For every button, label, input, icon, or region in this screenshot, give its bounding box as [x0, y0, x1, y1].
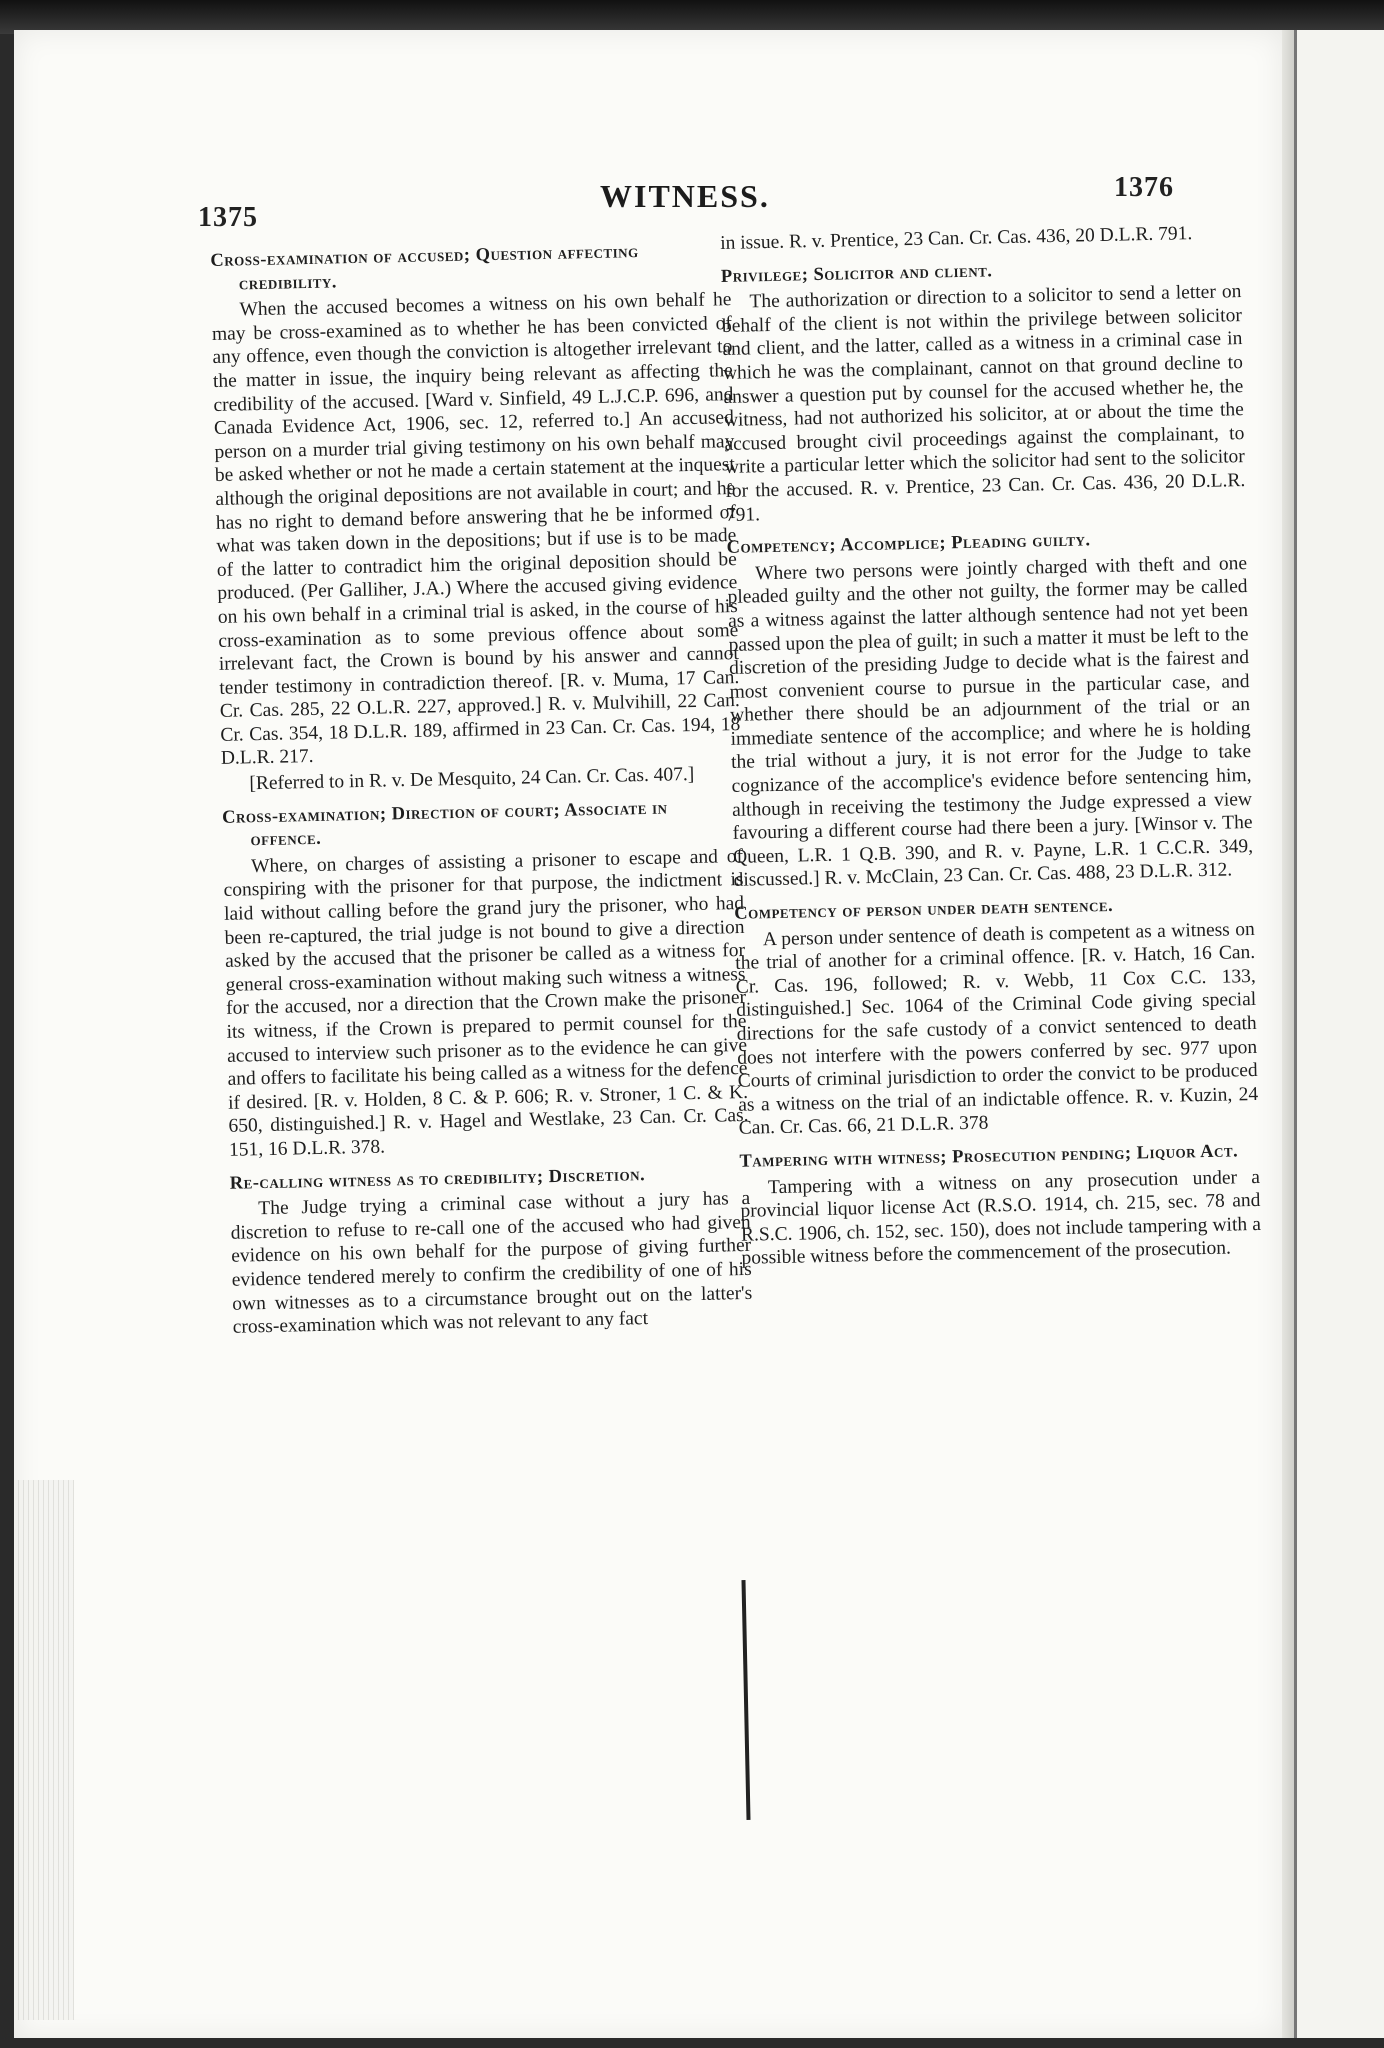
section: [230, 1161, 753, 1339]
section: [222, 796, 749, 1163]
section-paragraph: The Judge trying a criminal case without a jury has a discretion to refuse to re-call one of the accused who had given evidence on his own behalf for the purpose of giving further evidence tendered merely to confirm the credibility of one of his own witnesses as to a circumstance brought out on the latter's cross-examination which was not relevant to any fact: [230, 1188, 753, 1338]
section-heading: Tampering with witness; Prosecution pending; Liquor Act.: [739, 1141, 1239, 1172]
section: [721, 255, 1246, 527]
section-paragraph: When the accused becomes a witness on his own behalf he may be cross-examined as to whether he has been convicted of any offence, even though the conviction is altogether irrelevant to the matter in issue, the inquiry being relevant as affecting the credibility of the accused. [Ward v. Sinfield, 49 L.J.C.P. 696, and Canada Evidence Act, 1906, sec. 12, referred to.] An accused person on a murder trial giving testimony on his own behalf may be asked whether or not he made a certain statement at the inquest although the original depositions are not available in court; and he has no right to demand before answering that he be informed of what was taken down in the depositions; but if use is to be made of the latter to contradict him the original deposition should be produced. (Per Galliher, J.A.) Where the accused giving evidence on his own behalf in a criminal trial is asked, in the course of his cross-examination as to some previous offence about some irrelevant fact, the Crown is bound by his answer and cannot tender testimony in contradiction thereof. [R. v. Muma, 17 Can. Cr. Cas. 285, 22 O.L.R. 227, approved.] R. v. Mulvihill, 22 Can. Cr. Cas. 354, 18 D.L.R. 189, affirmed in 23 Can. Cr. Cas. 194, 18 D.L.R. 217.: [211, 289, 741, 770]
page-edge-right: [1282, 30, 1294, 2038]
page-number-left: 1375: [198, 202, 258, 233]
section-heading: Competency; Accomplice; Pleading guilty.: [726, 530, 1091, 559]
section: [734, 892, 1259, 1141]
right-column: [720, 221, 1262, 1271]
section: [726, 526, 1253, 893]
facing-page: [1294, 30, 1384, 2038]
section-paragraph: Tampering with a witness on any prosecution under a provincial liquor license Act (R.S.O. 1914, ch. 215, sec. 78 and R.S.C. 1906, ch. 152, sec. 150), does not include tampering with a possible witness before the commencement of the prosecution.: [740, 1166, 1262, 1270]
section-heading: Re-calling witness as to credibility; Discretion.: [229, 1164, 646, 1194]
section-reference: [Referred to in R. v. De Mesquito, 24 Can. Cr. Cas. 407.]: [249, 764, 695, 795]
section-paragraph: The authorization or direction to a solicitor to send a letter on behalf of the client is not within the privilege between solicitor and client, and the latter, called as a witness in a criminal case in which he was the complainant, cannot on that ground decline to answer a question put by counsel for the accused whether he, the witness, had not authorized his solicitor, at or about the time the accused brought civil proceedings against the complainant, to write a particular letter which the solicitor had sent to the solicitor for the accused. R. v. Prentice, 23 Can. Cr. Cas. 436, 20 D.L.R. 791.: [721, 281, 1246, 526]
section-paragraph: Where, on charges of assisting a prisoner to escape and of conspiring with the prisoner for that purpose, the indictment is laid without calling before the grand jury the prisoner, who had been re-captured, the trial judge is not bound to give a direction asked by the accused that the prisoner be called as a witness for general cross-examination without making such witness a witness for the accused, nor a direction that the Crown make the prisoner its witness, if the Crown is prepared to permit counsel for the accused to interview such prisoner as to the evidence he can give and offers to facilitate his being called as a witness for the defence if desired. [R. v. Holden, 8 C. & P. 606; R. v. Stroner, 1 C. & K. 650, distinguished.] R. v. Hagel and Westlake, 23 Can. Cr. Cas. 151, 16 D.L.R. 378.: [223, 845, 749, 1161]
section-heading: Cross-examination of accused; Question affecting credibility.: [210, 242, 639, 294]
page-number-right: 1376: [1114, 172, 1174, 203]
section-heading: Cross-examination; Direction of court; Associate in offence.: [221, 798, 668, 851]
scan-top-border: [0, 0, 1384, 34]
running-head-title: WITNESS.: [600, 178, 770, 214]
section-paragraph: in issue. R. v. Prentice, 23 Can. Cr. Cas. 436, 20 D.L.R. 791.: [720, 223, 1193, 254]
section: [210, 239, 741, 796]
section: [739, 1140, 1261, 1271]
section-heading: Competency of person under death sentence.: [734, 895, 1114, 924]
section-paragraph: Where two persons were jointly charged with theft and one pleaded guilty and the other not guilty, the former may be called as a witness against the latter although sentence had not yet been passed upon the plea of guilt; in such a matter it must be left to the discretion of the presiding Judge to decide what is the fairest and most convenient course to pursue in the particular case, and whether there should be an adjournment of the trial or an immediate sentence of the accomplice; and where he is holding the trial without a jury, it is not error for the Judge to take cognizance of the accomplice's evidence before sentencing him, although in receiving the testimony the Judge expressed a view favouring a different course had there been a jury. [Winsor v. The Queen, L.R. 1 Q.B. 390, and R. v. Payne, L.R. 1 C.C.R. 349, discussed.] R. v. McClain, 23 Can. Cr. Cas. 488, 23 D.L.R. 312.: [727, 552, 1254, 892]
section-heading: Privilege; Solicitor and client.: [720, 260, 993, 287]
left-column: [210, 229, 753, 1339]
section-paragraph: A person under sentence of death is competent as a witness on the trial of another for a criminal offence. [R. v. Hatch, 16 Can. Cr. Cas. 196, followed; R. v. Webb, 11 Cox C.C. 133, distinguished.] Sec. 1064 of the Criminal Code giving special directions for the safe custody of a convict sentenced to death does not interfere with the powers conferred by sec. 977 upon Courts of criminal jurisdiction to order the convict to be produced as a witness on the trial of an indictable offence. R. v. Kuzin, 24 Can. Cr. Cas. 66, 21 D.L.R. 378: [735, 918, 1259, 1140]
page-edges: [14, 1480, 74, 2020]
